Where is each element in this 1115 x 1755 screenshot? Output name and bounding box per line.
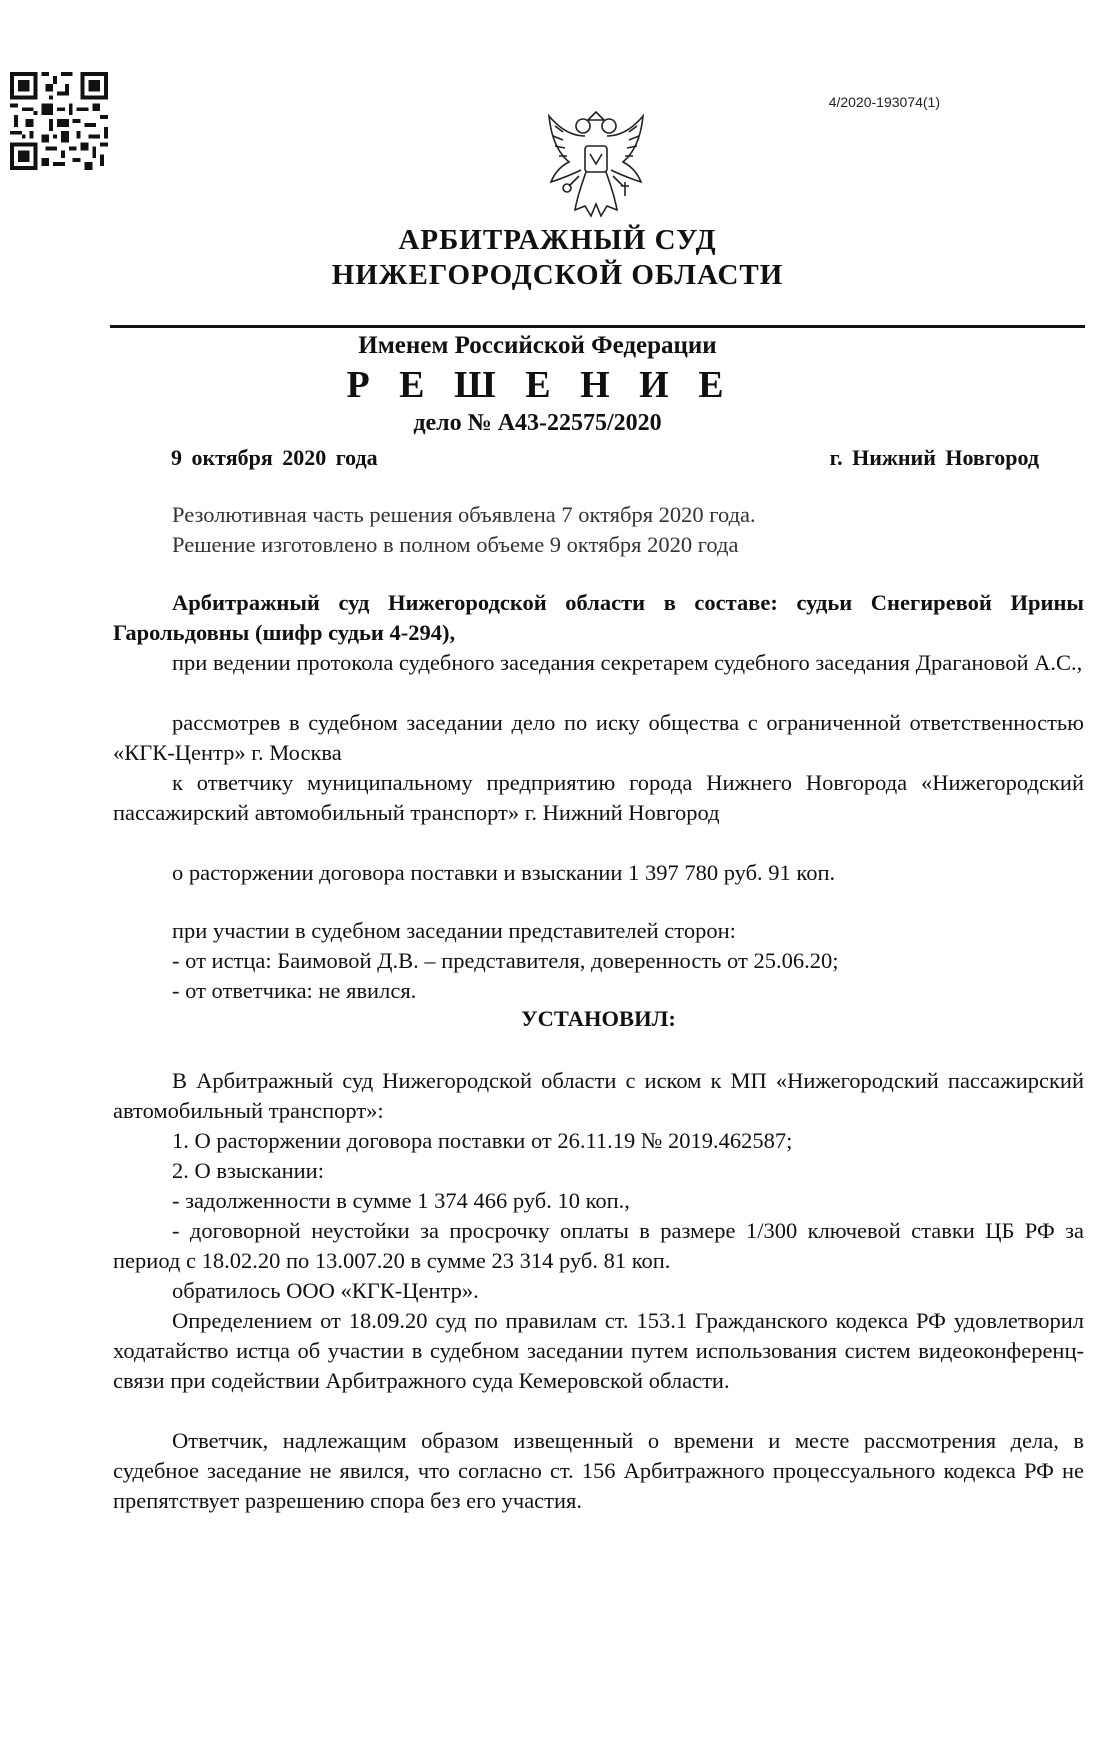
court-composition: Арбитражный суд Нижегородской области в составе: судьи Снегиревой Ирины Гарольдовны (шифр судьи 4-294), [113, 590, 1084, 645]
claim-line: рассмотрев в судебном заседании дело по иску общества с ограниченной ответственностью «КГК-Центр» г. Москва [113, 710, 1084, 765]
court-name-line1: АРБИТРАЖНЫЙ СУД [398, 224, 717, 256]
document-title: Р Е Ш Е Н И Е [346, 364, 734, 406]
established-heading: УСТАНОВИЛ: [521, 1006, 676, 1031]
subject-line: о расторжении договора поставки и взыскании 1 397 780 руб. 91 коп. [172, 860, 836, 885]
resolutive-part-note: Резолютивная часть решения объявлена 7 октября 2020 года. [172, 502, 756, 527]
full-text-note: Решение изготовлено в полном объеме 9 октября 2020 года [172, 532, 739, 557]
defendant-representative: - от ответчика: не явился. [172, 978, 417, 1003]
participation-line: при участии в судебном заседании представителей сторон: [172, 918, 736, 943]
claim-intro: В Арбитражный суд Нижегородской области с иском к МП «Нижегородский пассажирский автомобильный транспорт»: [113, 1068, 1084, 1123]
coat-of-arms-icon [541, 106, 651, 224]
claim-item-2a: - задолженности в сумме 1 374 466 руб. 10 коп., [172, 1188, 630, 1213]
claim-item-2b: - договорной неустойки за просрочку оплаты в размере 1/300 ключевой ставки ЦБ РФ за период с 18.02.20 по 13.007.20 в сумме 23 314 руб. 81 коп. [113, 1218, 1084, 1273]
in-name-of-federation: Именем Российской Федерации [358, 332, 717, 359]
decision-city: г. Нижний Новгород [829, 445, 1039, 470]
qr-code-icon [10, 72, 108, 170]
secretary-line: при ведении протокола судебного заседания секретарем судебного заседания Драгановой А.С., [172, 650, 1083, 675]
defendant-line: к ответчику муниципальному предприятию города Нижнего Новгорода «Нижегородский пассажирский автомобильный транспорт» г. Нижний Новгород [113, 770, 1084, 825]
claim-item-2: 2. О взыскании: [172, 1158, 324, 1183]
case-number: дело № А43-22575/2020 [413, 410, 662, 436]
header-divider [110, 325, 1085, 328]
definition-paragraph: Определением от 18.09.20 суд по правилам ст. 153.1 Гражданского кодекса РФ удовлетворил ходатайство истца об участии в судебном заседании путем использования систем видеоконференц-связи при содействии Арбитражного суда Кемеровской области. [113, 1308, 1084, 1393]
claim-item-1: 1. О расторжении договора поставки от 26.11.19 № 2019.462587; [172, 1128, 793, 1153]
court-name-line2: НИЖЕГОРОДСКОЙ ОБЛАСТИ [331, 259, 784, 291]
decision-date: 9 октября 2020 года [171, 445, 378, 470]
document-id: 4/2020-193074(1) [828, 94, 940, 110]
plaintiff-representative: - от истца: Баимовой Д.В. – представителя, доверенность от 25.06.20; [172, 948, 839, 973]
court-name [0, 223, 1115, 293]
defendant-absence-paragraph: Ответчик, надлежащим образом извещенный о времени и месте рассмотрения дела, в судебное заседание не явился, что согласно ст. 156 Арбитражного процессуального кодекса РФ не препятствует разрешению спора без его участия. [113, 1428, 1084, 1513]
applicant-line: обратилось ООО «КГК-Центр». [172, 1278, 479, 1303]
